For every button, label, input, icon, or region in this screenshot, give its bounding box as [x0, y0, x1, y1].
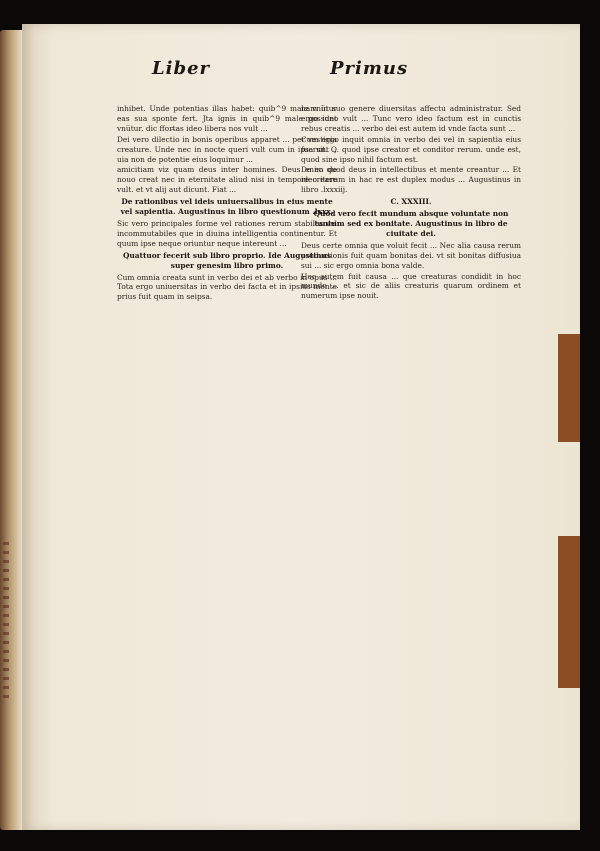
running-head-right: Primus	[330, 58, 409, 79]
chapter-heading: Quod vero fecit mundum absque voluntate non tantum sed ex bonitate. Augustinus in libro de ciuitate dei.	[313, 209, 509, 238]
facing-page-marks	[3, 542, 9, 702]
facing-page-edge	[0, 30, 22, 830]
paragraph: Deus certe omnia que voluit fecit ... Nec alia causa rerum productionis fuit quam bonitas dei. vt sit bonitas diffusiua sui ... sic ergo omnia bona valde.	[301, 240, 521, 270]
paragraph: inhibet. Unde potentias illas habet: quib^9 male vnu̅tur eas sua sponte fert. Jta ignis in quib^9 male possunt vnu̅tur. dic ffort̶as ideo libera nos vult ...	[117, 104, 337, 133]
page-edge-strip-lower	[558, 536, 580, 688]
running-head-left: Liber	[152, 58, 211, 79]
page-edge-strip-upper	[558, 334, 580, 442]
text-column-right	[301, 104, 521, 826]
paragraph: Hec autem fuit causa ... que creaturas condidit in hoc mundo ... et sic de aliis creaturis quarum ordinem et numerum ipse nouit.	[301, 271, 521, 301]
chapter-heading: Quattuor fecerit sub libro proprio. Ide Augustinus super genesim libro primo.	[122, 250, 332, 270]
paragraph: Dei vero dilectio in bonis operibus apparet ... per vestigia creature. Unde nec in nocte queri vult cum in ipsa sit. Q uia non de potentie eius loquimur ...	[117, 134, 337, 164]
paragraph: nam in suo genere diuersitas affectu administratur. Sed ergo ideo vult ... Tunc vero ideo factum est in cunctis rebus creatis ... verbo dei est autem id vnde facta sunt ...	[301, 104, 521, 133]
paragraph: amicitiam viz quam deus inter homines. Deus enim de nouo creat nec in eternitate aliud nisi in tempore creare vult. et vt alij aut dicunt. Fiat ...	[117, 165, 337, 195]
paragraph: Sic vero principales forme vel rationes rerum stabiles vel incommutabiles que in diuina intelligentia continentur. Et quum ipse neque oriuntur neque intereunt ...	[117, 218, 337, 248]
paragraph: De eo quod deus in intellectibus et mente creantur ... Et ideo iterum in hac re est duplex modus ... Augustinus in libro .lxxxiij.	[301, 165, 521, 195]
paragraph: Cum omnia creata sunt in verbo dei et ab verbo in opus ... Tota ergo uniuersitas in verbo dei facta et in ipsius mente prius fuit quam in seipsa.	[117, 272, 337, 302]
paragraph: Cum ergo inquit omnia in verbo dei vel in sapientia eius fuerunt ... quod ipse creator et conditor rerum. unde est, quod sine ipso nihil factum est.	[301, 134, 521, 164]
chapter-number: C. XXXIII.	[390, 197, 432, 207]
chapter-heading: De rationibus vel ideis uniuersalibus in eius mente vel sapientia. Augustinus in libro questionum .lxxx.	[120, 197, 334, 217]
